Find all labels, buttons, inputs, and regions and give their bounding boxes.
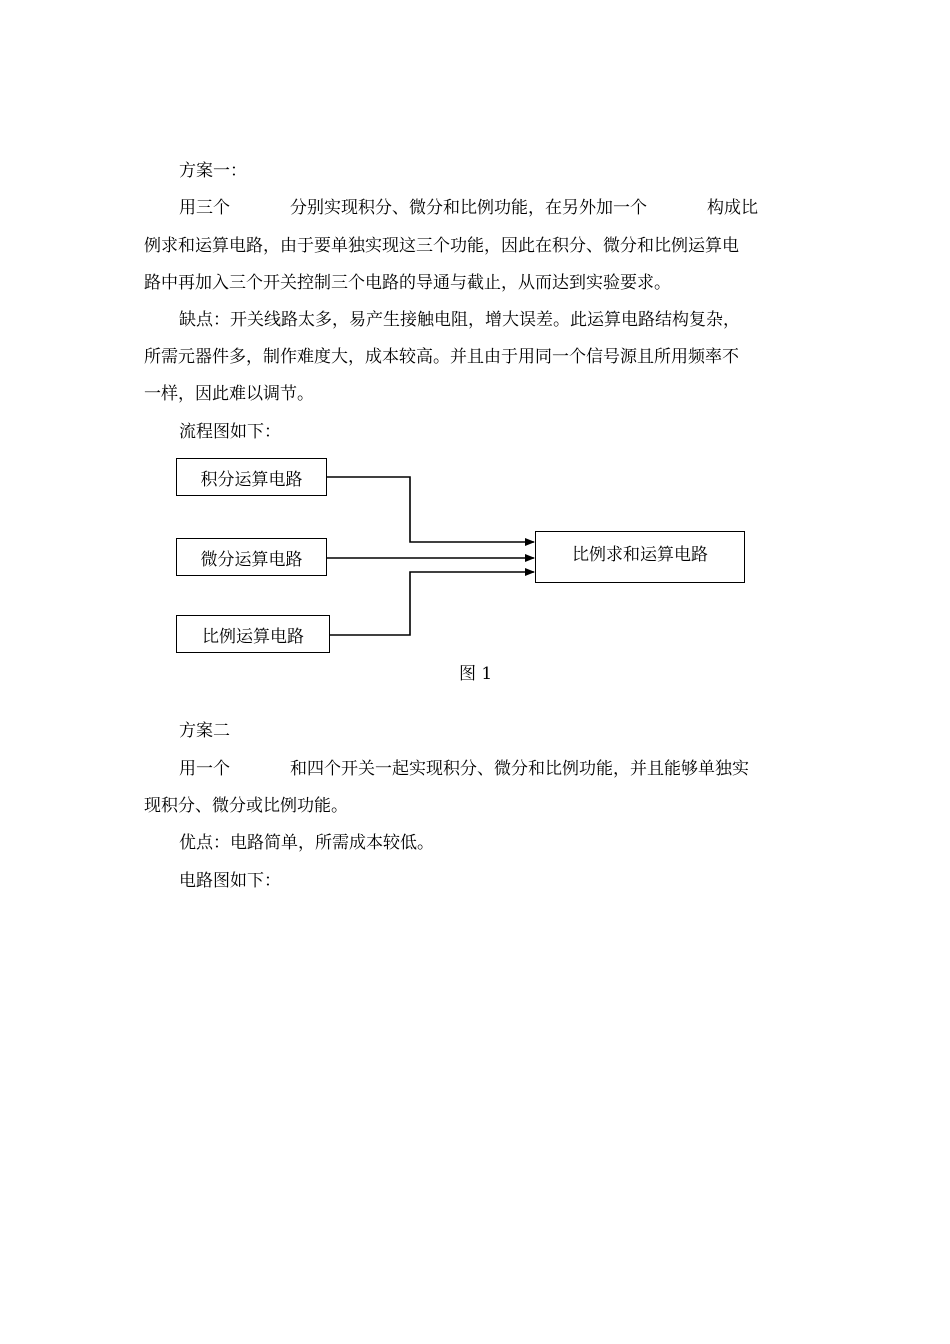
text-segment: 和四个开关一起实现积分、微分和比例功能，并且能够单独实: [290, 759, 749, 779]
scheme2-advantage: 优点：电路简单，所需成本较低。: [179, 833, 434, 853]
scheme2-para1-line1: [179, 758, 749, 780]
box-integral-circuit: 积分运算电路: [176, 458, 327, 496]
scheme1-para2-line3: 一样，因此难以调节。: [144, 384, 314, 404]
scheme1-para2-line2: 所需元器件多，制作难度大，成本较高。并且由于用同一个信号源且所用频率不: [144, 347, 739, 367]
text-segment: 分别实现积分、微分和比例功能，在另外加一个: [290, 198, 647, 218]
text-segment: 用三个: [179, 198, 230, 218]
circuit-intro: 电路图如下：: [179, 871, 281, 891]
scheme1-para2-line1: 缺点：开关线路太多，易产生接触电阻，增大误差。此运算电路结构复杂，: [179, 310, 740, 330]
box-proportional-circuit: 比例运算电路: [176, 615, 330, 653]
text-segment: 用一个: [179, 759, 230, 779]
scheme1-para1-line3: 路中再加入三个开关控制三个电路的导通与截止，从而达到实验要求。: [144, 273, 671, 293]
scheme2-heading: 方案二: [179, 721, 230, 741]
text-segment: 构成比: [707, 198, 758, 218]
scheme1-para1-line2: 例求和运算电路，由于要单独实现这三个功能，因此在积分、微分和比例运算电: [144, 236, 739, 256]
arrow-integral-to-sum: [327, 477, 534, 542]
scheme2-para1-line2: 现积分、微分或比例功能。: [144, 796, 348, 816]
scheme1-heading: 方案一：: [179, 161, 247, 181]
arrow-proportional-to-sum: [327, 572, 534, 635]
box-differential-circuit: 微分运算电路: [176, 538, 327, 576]
figure-caption: 图 1: [459, 664, 493, 684]
box-proportional-sum-circuit: 比例求和运算电路: [535, 531, 745, 583]
flow-intro: 流程图如下：: [179, 422, 281, 442]
